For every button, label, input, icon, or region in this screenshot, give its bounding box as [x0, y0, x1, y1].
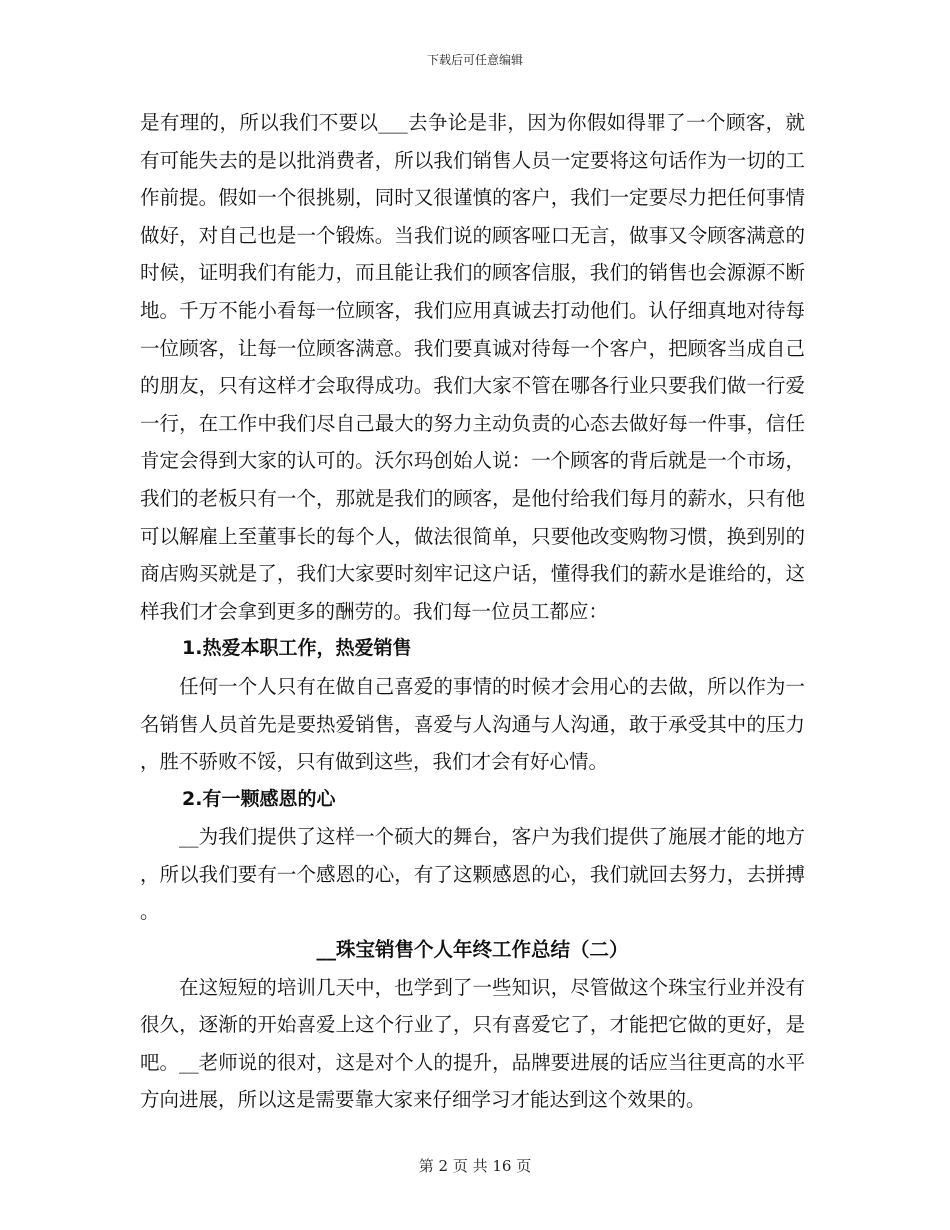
document-body [140, 104, 805, 1119]
paragraph-training: 在这短短的培训几天中，也学到了一些知识，尽管做这个珠宝行业并没有很久，逐渐的开始喜爱上这个行业了，只有喜爱它了，才能把它做的更好，是吧。__老师说的很对，这是对个人的提升，品牌要进展的话应当往更高的水平方向进展，所以这是需要靠大家来仔细学习才能达到这个效果的。 [140, 975, 805, 1112]
paragraph-gratitude: __为我们提供了这样一个硕大的舞台，客户为我们提供了施展才能的地方，所以我们要有一个感恩的心，有了这颗感恩的心，我们就回去努力，去拼搏。 [140, 825, 805, 924]
paragraph-love-sales: 任何一个人只有在做自己喜爱的事情的时候才会用心的去做，所以作为一名销售人员首先是要热爱销售，喜爱与人沟通与人沟通，敢于承受其中的压力，胜不骄败不馁，只有做到这些，我们才会有好心情。 [140, 674, 805, 774]
paragraph-customer-service: 是有理的，所以我们不要以___去争论是非，因为你假如得罪了一个顾客，就有可能失去的是以批消费者，所以我们销售人员一定要将这句话作为一切的工作前提。假如一个很挑剔，同时又很谨慎的客户，我们一定要尽力把任何事情做好，对自己也是一个锻炼。当我们说的顾客哑口无言，做事又令顾客满意的时候，证明我们有能力，而且能让我们的顾客信服，我们的销售也会源源不断地。千万不能小看每一位顾客，我们应用真诚去打动他们。认仔细真地对待每一位顾客，让每一位顾客满意。我们要真诚对待每一个客户，把顾客当成自己的朋友，只有这样才会取得成功。我们大家不管在哪各行业只要我们做一行爱一行，在工作中我们尽自己最大的努力主动负责的心态去做好每一件事，信任肯定会得到大家的认可的。沃尔玛创始人说：一个顾客的背后就是一个市场，我们的老板只有一个，那就是我们的顾客，是他付给我们每月的薪水，只有他可以解雇上至董事长的每个人，做法很简单，只要他改变购物习惯，换到别的商店购买就是了，我们大家要时刻牢记这户话，懂得我们的薪水是谁给的，这样我们才会拿到更多的酬劳的。我们每一位员工都应： [140, 111, 805, 623]
page-header: 下载后可任意编辑 [426, 53, 523, 67]
section-title: __珠宝销售个人年终工作总结（二） [316, 938, 629, 962]
heading-gratitude: 2.有一颗感恩的心 [182, 787, 336, 810]
heading-love-sales: 1.热爱本职工作，热爱销售 [182, 637, 412, 660]
page-number-footer: 第 2 页 共 16 页 [418, 1157, 532, 1175]
